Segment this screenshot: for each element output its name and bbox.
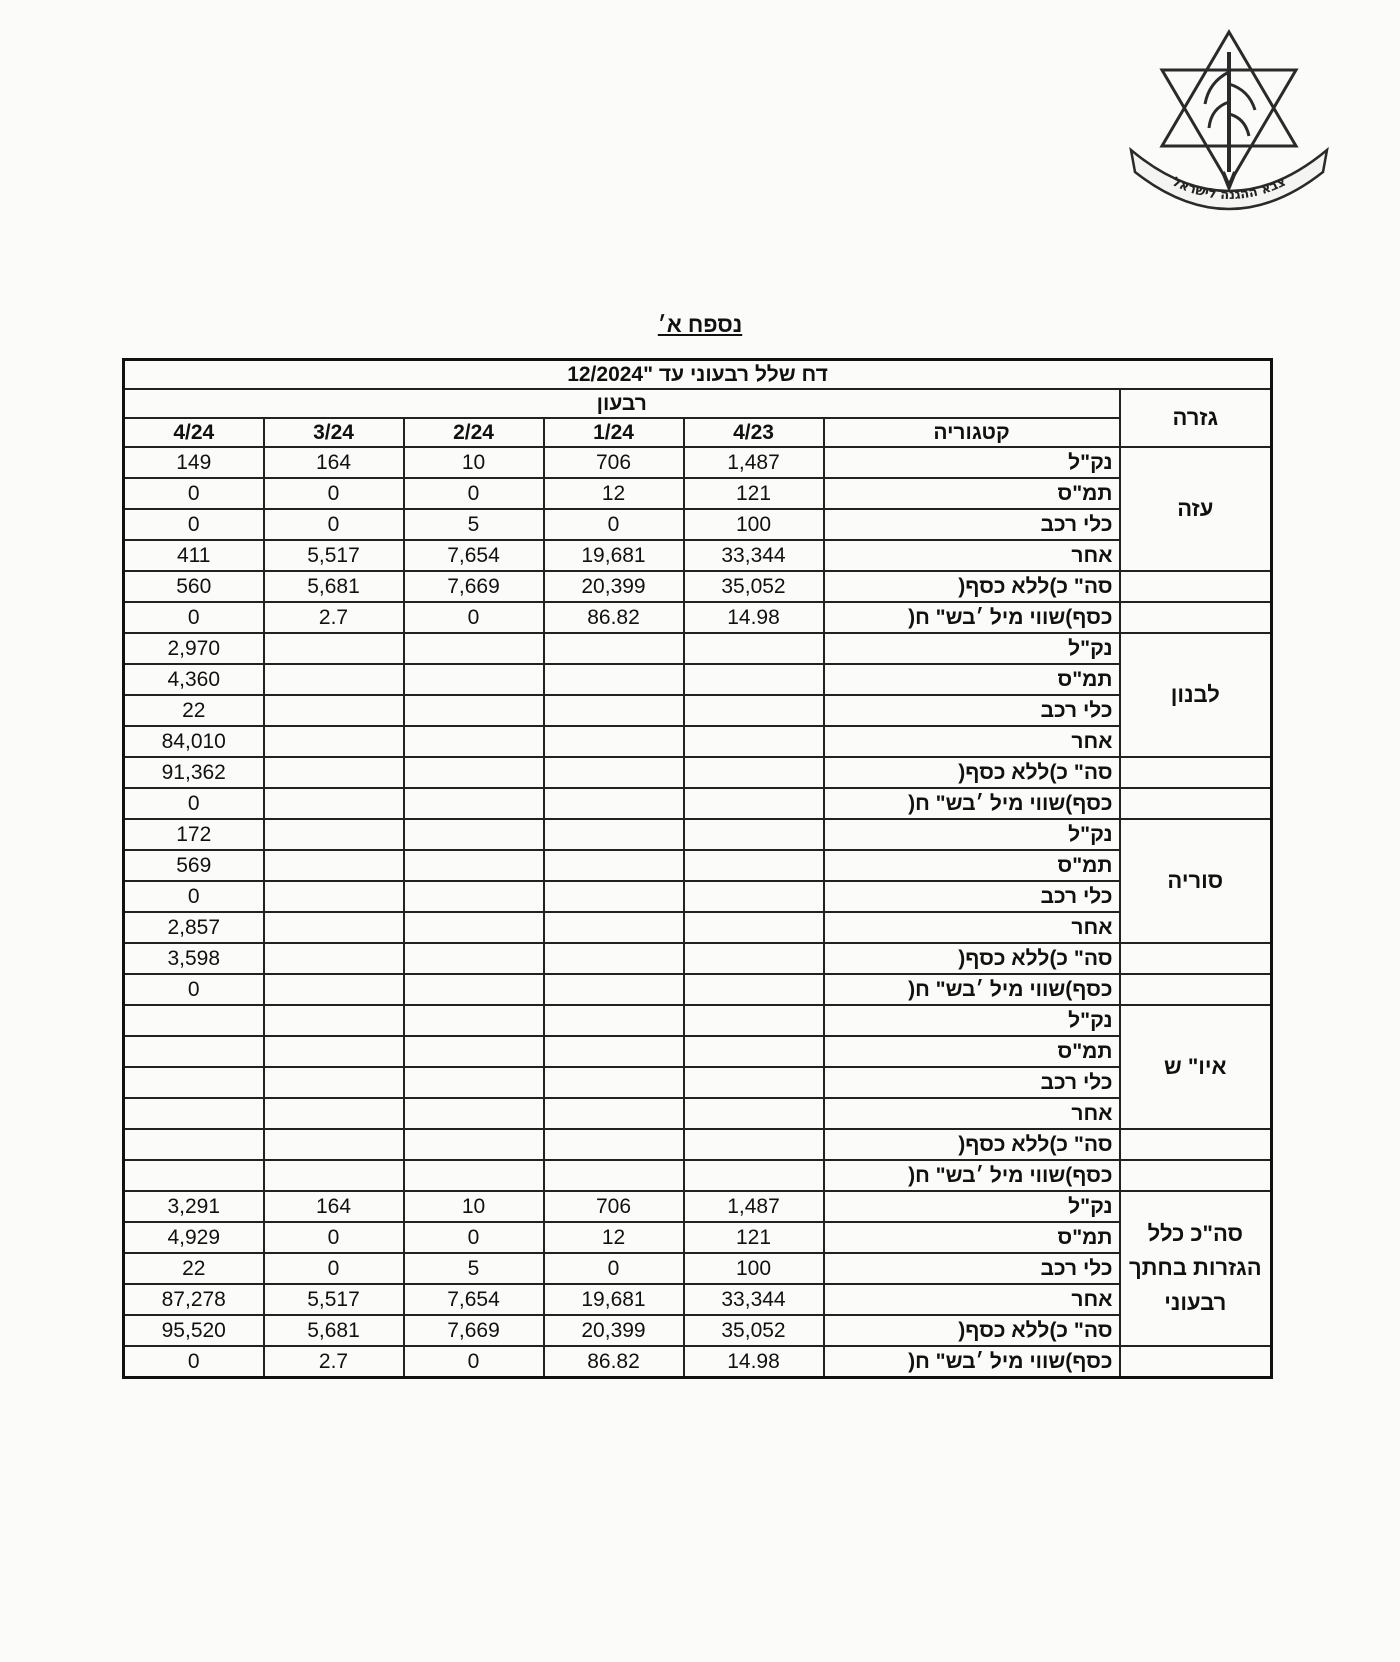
value-cell: 2,857 [124, 912, 264, 943]
value-cell [684, 633, 824, 664]
value-cell [264, 912, 404, 943]
category-cell: תמ"ס [824, 1222, 1120, 1253]
value-cell [404, 881, 544, 912]
value-cell [404, 633, 544, 664]
value-cell [544, 788, 684, 819]
value-cell: 100 [684, 509, 824, 540]
value-cell: 0 [404, 478, 544, 509]
table-row [124, 974, 1272, 1005]
value-cell: 1,487 [684, 1191, 824, 1222]
idf-emblem [1123, 22, 1335, 222]
category-cell: אחר [824, 540, 1120, 571]
value-cell [544, 1160, 684, 1191]
value-cell: 0 [124, 602, 264, 633]
category-cell: אחר [824, 726, 1120, 757]
value-cell: 0 [264, 1253, 404, 1284]
value-cell: 7,669 [404, 571, 544, 602]
value-cell [684, 788, 824, 819]
region-label: איו" ש [1120, 1005, 1272, 1129]
loot-report-table [122, 358, 1273, 1379]
value-cell [264, 881, 404, 912]
value-cell: 5,681 [264, 571, 404, 602]
value-cell: 0 [124, 788, 264, 819]
table-row [124, 943, 1272, 974]
category-header: קטגוריה [824, 418, 1120, 447]
value-cell [404, 788, 544, 819]
value-cell [684, 943, 824, 974]
region-blank-cell [1120, 943, 1272, 974]
value-cell [404, 1129, 544, 1160]
value-cell [404, 757, 544, 788]
quarter-header: רבעון [124, 389, 1120, 418]
table-row [124, 1191, 1272, 1222]
value-cell [264, 633, 404, 664]
value-cell [544, 1129, 684, 1160]
value-cell: 411 [124, 540, 264, 571]
value-cell: 22 [124, 1253, 264, 1284]
table-row [124, 819, 1272, 850]
table-row [124, 1098, 1272, 1129]
table-row [124, 1222, 1272, 1253]
value-cell: 87,278 [124, 1284, 264, 1315]
value-cell [404, 912, 544, 943]
category-cell: סה" כ)ללא כסף( [824, 757, 1120, 788]
value-cell: 84,010 [124, 726, 264, 757]
value-cell [404, 1067, 544, 1098]
value-cell [264, 788, 404, 819]
quarter-label: 4/23 [684, 418, 824, 447]
value-cell [124, 1036, 264, 1067]
quarter-label: 4/24 [124, 418, 264, 447]
category-cell: סה" כ)ללא כסף( [824, 943, 1120, 974]
value-cell: 706 [544, 1191, 684, 1222]
category-cell: כלי רכב [824, 1067, 1120, 1098]
region-blank-cell [1120, 974, 1272, 1005]
value-cell [684, 757, 824, 788]
value-cell: 0 [264, 509, 404, 540]
value-cell: 0 [124, 478, 264, 509]
value-cell: 149 [124, 447, 264, 478]
value-cell [684, 912, 824, 943]
region-header: גזרה [1120, 389, 1272, 447]
value-cell: 4,360 [124, 664, 264, 695]
value-cell: 5 [404, 509, 544, 540]
value-cell [264, 974, 404, 1005]
emblem-ribbon-text: צבא ההגנה לישראל [1169, 174, 1289, 204]
value-cell: 86.82 [544, 602, 684, 633]
table-row [124, 1346, 1272, 1378]
value-cell [404, 1160, 544, 1191]
table-row [124, 1284, 1272, 1315]
category-cell: כסף)שווי מיל ׳בש" ח( [824, 1346, 1120, 1378]
value-cell [544, 881, 684, 912]
value-cell [544, 1067, 684, 1098]
value-cell [684, 1129, 824, 1160]
value-cell [684, 1005, 824, 1036]
table-title: דח שלל רבעוני עד "12/2024 [124, 360, 1272, 390]
value-cell [684, 819, 824, 850]
value-cell: 0 [124, 1346, 264, 1378]
value-cell [684, 974, 824, 1005]
value-cell [544, 974, 684, 1005]
value-cell: 5 [404, 1253, 544, 1284]
value-cell: 35,052 [684, 1315, 824, 1346]
value-cell [544, 633, 684, 664]
region-blank-cell [1120, 757, 1272, 788]
category-cell: תמ"ס [824, 478, 1120, 509]
value-cell: 0 [404, 602, 544, 633]
category-cell: נק"ל [824, 633, 1120, 664]
category-cell: כסף)שווי מיל ׳בש" ח( [824, 788, 1120, 819]
value-cell: 86.82 [544, 1346, 684, 1378]
category-cell: כלי רכב [824, 881, 1120, 912]
value-cell: 164 [264, 447, 404, 478]
value-cell [544, 1098, 684, 1129]
value-cell: 0 [124, 974, 264, 1005]
table-row [124, 602, 1272, 633]
region-blank-cell [1120, 1346, 1272, 1378]
table-row [124, 1129, 1272, 1160]
value-cell: 5,517 [264, 1284, 404, 1315]
value-cell [124, 1005, 264, 1036]
value-cell [544, 695, 684, 726]
region-label: עזה [1120, 447, 1272, 571]
region-blank-cell [1120, 1160, 1272, 1191]
table-row [124, 478, 1272, 509]
value-cell [264, 819, 404, 850]
value-cell: 1,487 [684, 447, 824, 478]
region-blank-cell [1120, 571, 1272, 602]
value-cell: 4,929 [124, 1222, 264, 1253]
value-cell: 164 [264, 1191, 404, 1222]
value-cell: 0 [404, 1346, 544, 1378]
table-row [124, 447, 1272, 478]
value-cell [264, 850, 404, 881]
value-cell: 0 [124, 881, 264, 912]
category-cell: כלי רכב [824, 509, 1120, 540]
value-cell [544, 912, 684, 943]
value-cell [264, 1036, 404, 1067]
value-cell [684, 1160, 824, 1191]
value-cell [264, 757, 404, 788]
value-cell: 3,291 [124, 1191, 264, 1222]
table-row [124, 1036, 1272, 1067]
value-cell [264, 1129, 404, 1160]
value-cell: 0 [264, 478, 404, 509]
category-cell: כסף)שווי מיל ׳בש" ח( [824, 602, 1120, 633]
value-cell: 7,654 [404, 1284, 544, 1315]
category-cell: נק"ל [824, 1005, 1120, 1036]
column-header-row [124, 418, 1272, 447]
value-cell: 100 [684, 1253, 824, 1284]
value-cell [404, 664, 544, 695]
value-cell: 20,399 [544, 571, 684, 602]
category-cell: נק"ל [824, 1191, 1120, 1222]
annex-title: נספח א׳ [657, 312, 743, 337]
value-cell: 569 [124, 850, 264, 881]
value-cell: 95,520 [124, 1315, 264, 1346]
value-cell [124, 1098, 264, 1129]
value-cell: 12 [544, 478, 684, 509]
value-cell [684, 1067, 824, 1098]
category-cell: תמ"ס [824, 1036, 1120, 1067]
value-cell [684, 695, 824, 726]
table-title-row [124, 360, 1272, 390]
value-cell [404, 943, 544, 974]
value-cell [404, 850, 544, 881]
category-cell: אחר [824, 1284, 1120, 1315]
value-cell: 2.7 [264, 602, 404, 633]
value-cell: 10 [404, 1191, 544, 1222]
table-row [124, 633, 1272, 664]
value-cell [404, 1005, 544, 1036]
total-region-label: סה"כ כלל הגזרות בחתך רבעוני [1120, 1191, 1272, 1346]
value-cell [684, 664, 824, 695]
value-cell [684, 1036, 824, 1067]
value-cell [404, 819, 544, 850]
region-blank-cell [1120, 788, 1272, 819]
value-cell: 121 [684, 478, 824, 509]
value-cell: 22 [124, 695, 264, 726]
value-cell: 7,654 [404, 540, 544, 571]
region-label: לבנון [1120, 633, 1272, 757]
table-row [124, 1253, 1272, 1284]
value-cell [544, 819, 684, 850]
value-cell: 35,052 [684, 571, 824, 602]
category-cell: כלי רכב [824, 1253, 1120, 1284]
value-cell [544, 850, 684, 881]
table-row [124, 912, 1272, 943]
value-cell: 10 [404, 447, 544, 478]
category-cell: סה" כ)ללא כסף( [824, 1315, 1120, 1346]
table-row [124, 571, 1272, 602]
table-row [124, 1067, 1272, 1098]
value-cell [684, 726, 824, 757]
value-cell [124, 1160, 264, 1191]
value-cell: 121 [684, 1222, 824, 1253]
value-cell: 5,681 [264, 1315, 404, 1346]
quarter-label: 2/24 [404, 418, 544, 447]
table-row [124, 788, 1272, 819]
value-cell [264, 1005, 404, 1036]
value-cell: 14.98 [684, 1346, 824, 1378]
value-cell: 0 [124, 509, 264, 540]
value-cell [544, 1036, 684, 1067]
value-cell: 19,681 [544, 1284, 684, 1315]
value-cell [404, 695, 544, 726]
value-cell [544, 1005, 684, 1036]
value-cell [544, 943, 684, 974]
value-cell [544, 757, 684, 788]
value-cell: 7,669 [404, 1315, 544, 1346]
quarter-label: 3/24 [264, 418, 404, 447]
region-blank-cell [1120, 602, 1272, 633]
table-row [124, 881, 1272, 912]
value-cell [264, 1160, 404, 1191]
table-row [124, 1005, 1272, 1036]
value-cell [264, 726, 404, 757]
category-cell: סה" כ)ללא כסף( [824, 571, 1120, 602]
value-cell: 33,344 [684, 540, 824, 571]
value-cell [264, 943, 404, 974]
category-cell: אחר [824, 912, 1120, 943]
value-cell: 560 [124, 571, 264, 602]
value-cell [264, 1098, 404, 1129]
category-cell: כלי רכב [824, 695, 1120, 726]
value-cell [404, 1098, 544, 1129]
value-cell: 20,399 [544, 1315, 684, 1346]
table-row [124, 509, 1272, 540]
category-cell: סה" כ)ללא כסף( [824, 1129, 1120, 1160]
table-row [124, 726, 1272, 757]
category-cell: אחר [824, 1098, 1120, 1129]
category-cell: נק"ל [824, 819, 1120, 850]
category-cell: נק"ל [824, 447, 1120, 478]
value-cell: 3,598 [124, 943, 264, 974]
category-cell: כסף)שווי מיל ׳בש" ח( [824, 974, 1120, 1005]
category-cell: תמ"ס [824, 664, 1120, 695]
value-cell [264, 1067, 404, 1098]
value-cell [264, 695, 404, 726]
value-cell: 706 [544, 447, 684, 478]
value-cell [404, 1036, 544, 1067]
value-cell: 91,362 [124, 757, 264, 788]
value-cell [124, 1067, 264, 1098]
value-cell: 19,681 [544, 540, 684, 571]
value-cell [544, 664, 684, 695]
table-row [124, 695, 1272, 726]
value-cell [684, 881, 824, 912]
value-cell [684, 1098, 824, 1129]
table-row [124, 1160, 1272, 1191]
value-cell: 0 [404, 1222, 544, 1253]
value-cell [404, 974, 544, 1005]
value-cell: 5,517 [264, 540, 404, 571]
category-cell: תמ"ס [824, 850, 1120, 881]
value-cell: 12 [544, 1222, 684, 1253]
value-cell [124, 1129, 264, 1160]
table-row [124, 540, 1272, 571]
value-cell: 14.98 [684, 602, 824, 633]
table-row [124, 757, 1272, 788]
table-row [124, 664, 1272, 695]
region-blank-cell [1120, 1129, 1272, 1160]
value-cell [404, 726, 544, 757]
quarter-header-row [124, 389, 1272, 418]
value-cell [544, 726, 684, 757]
value-cell: 2.7 [264, 1346, 404, 1378]
value-cell: 172 [124, 819, 264, 850]
value-cell: 0 [544, 1253, 684, 1284]
value-cell: 2,970 [124, 633, 264, 664]
value-cell: 33,344 [684, 1284, 824, 1315]
value-cell: 0 [544, 509, 684, 540]
quarter-label: 1/24 [544, 418, 684, 447]
value-cell [684, 850, 824, 881]
table-row [124, 850, 1272, 881]
region-label: סוריה [1120, 819, 1272, 943]
value-cell: 0 [264, 1222, 404, 1253]
table-row [124, 1315, 1272, 1346]
value-cell [264, 664, 404, 695]
category-cell: כסף)שווי מיל ׳בש" ח( [824, 1160, 1120, 1191]
